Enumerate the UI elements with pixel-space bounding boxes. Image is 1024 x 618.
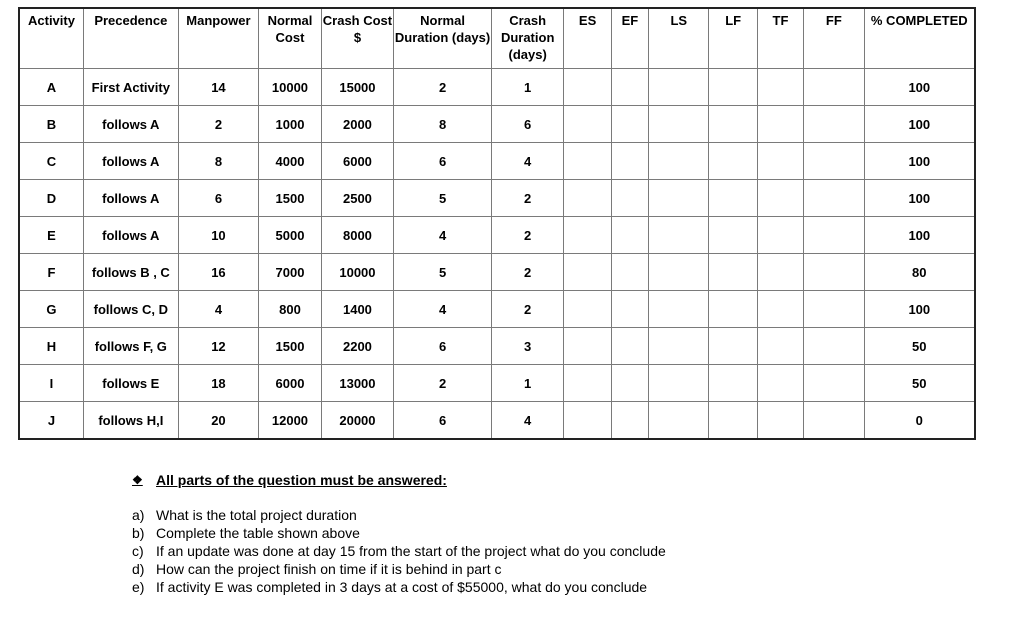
cell-crash-cost: 13000 bbox=[321, 365, 394, 402]
col-header-tf: TF bbox=[757, 8, 803, 69]
cell-activity: D bbox=[19, 180, 83, 217]
col-header-pct-completed: % COMPLETED bbox=[864, 8, 975, 69]
cell-es bbox=[564, 143, 611, 180]
cell-activity: C bbox=[19, 143, 83, 180]
cell-manpower: 14 bbox=[178, 69, 259, 106]
cell-ff bbox=[804, 402, 864, 440]
cell-ef bbox=[611, 402, 648, 440]
table-row bbox=[19, 69, 975, 106]
cell-lf bbox=[709, 365, 757, 402]
cell-tf bbox=[757, 143, 803, 180]
cell-crash-duration: 1 bbox=[491, 69, 564, 106]
cell-normal-duration: 6 bbox=[394, 328, 492, 365]
cell-pct: 100 bbox=[864, 291, 975, 328]
table-row bbox=[19, 180, 975, 217]
cell-crash-duration: 4 bbox=[491, 143, 564, 180]
cell-pct: 100 bbox=[864, 217, 975, 254]
cell-normal-duration: 5 bbox=[394, 254, 492, 291]
cell-normal-cost: 7000 bbox=[259, 254, 321, 291]
cell-precedence: follows E bbox=[83, 365, 178, 402]
cell-precedence: follows C, D bbox=[83, 291, 178, 328]
cell-es bbox=[564, 328, 611, 365]
cell-crash-cost: 15000 bbox=[321, 69, 394, 106]
cell-crash-duration: 2 bbox=[491, 180, 564, 217]
cell-precedence: follows A bbox=[83, 217, 178, 254]
cell-ff bbox=[804, 328, 864, 365]
cell-lf bbox=[709, 180, 757, 217]
cell-pct: 100 bbox=[864, 180, 975, 217]
cell-activity: J bbox=[19, 402, 83, 440]
cell-crash-duration: 1 bbox=[491, 365, 564, 402]
cell-lf bbox=[709, 69, 757, 106]
cell-ls bbox=[649, 328, 709, 365]
cell-normal-cost: 10000 bbox=[259, 69, 321, 106]
cell-crash-cost: 6000 bbox=[321, 143, 394, 180]
cell-es bbox=[564, 402, 611, 440]
table-row bbox=[19, 254, 975, 291]
cell-manpower: 6 bbox=[178, 180, 259, 217]
cell-ls bbox=[649, 254, 709, 291]
cell-ef bbox=[611, 291, 648, 328]
cell-tf bbox=[757, 180, 803, 217]
cell-ff bbox=[804, 143, 864, 180]
cell-crash-cost: 2200 bbox=[321, 328, 394, 365]
cell-manpower: 20 bbox=[178, 402, 259, 440]
cell-activity: G bbox=[19, 291, 83, 328]
cell-pct: 80 bbox=[864, 254, 975, 291]
question-item: b) Complete the table shown above bbox=[132, 525, 360, 541]
cell-activity: H bbox=[19, 328, 83, 365]
col-header-activity: Activity bbox=[19, 8, 83, 69]
cell-tf bbox=[757, 217, 803, 254]
cell-es bbox=[564, 106, 611, 143]
cell-ef bbox=[611, 143, 648, 180]
cell-pct: 50 bbox=[864, 328, 975, 365]
cell-normal-cost: 4000 bbox=[259, 143, 321, 180]
cell-es bbox=[564, 217, 611, 254]
col-header-ls: LS bbox=[649, 8, 709, 69]
cell-ef bbox=[611, 180, 648, 217]
cell-ef bbox=[611, 217, 648, 254]
question-item: d) How can the project finish on time if it is behind in part c bbox=[132, 561, 502, 577]
cell-precedence: follows B , C bbox=[83, 254, 178, 291]
col-header-normal-duration: Normal Duration (days) bbox=[394, 8, 492, 69]
cell-normal-duration: 6 bbox=[394, 143, 492, 180]
table-row bbox=[19, 328, 975, 365]
cell-normal-duration: 5 bbox=[394, 180, 492, 217]
cell-normal-cost: 1500 bbox=[259, 180, 321, 217]
col-header-precedence: Precedence bbox=[83, 8, 178, 69]
cell-ls bbox=[649, 291, 709, 328]
cell-ls bbox=[649, 143, 709, 180]
header-row bbox=[19, 8, 975, 69]
cell-ls bbox=[649, 365, 709, 402]
cell-normal-cost: 800 bbox=[259, 291, 321, 328]
col-header-ef: EF bbox=[611, 8, 648, 69]
cell-precedence: follows A bbox=[83, 106, 178, 143]
cell-ef bbox=[611, 106, 648, 143]
cell-ef bbox=[611, 254, 648, 291]
cell-ff bbox=[804, 291, 864, 328]
questions-list bbox=[132, 506, 732, 596]
col-header-lf: LF bbox=[709, 8, 757, 69]
cell-ff bbox=[804, 180, 864, 217]
cell-precedence: follows H,I bbox=[83, 402, 178, 440]
cell-normal-cost: 1500 bbox=[259, 328, 321, 365]
cell-pct: 0 bbox=[864, 402, 975, 440]
cell-activity: I bbox=[19, 365, 83, 402]
cell-ef bbox=[611, 365, 648, 402]
cell-tf bbox=[757, 328, 803, 365]
cell-lf bbox=[709, 328, 757, 365]
table-row bbox=[19, 291, 975, 328]
cell-tf bbox=[757, 254, 803, 291]
cell-normal-cost: 12000 bbox=[259, 402, 321, 440]
cell-es bbox=[564, 291, 611, 328]
activity-table bbox=[18, 7, 976, 440]
questions-block bbox=[132, 472, 732, 596]
cell-normal-duration: 4 bbox=[394, 217, 492, 254]
cell-normal-cost: 6000 bbox=[259, 365, 321, 402]
cell-pct: 100 bbox=[864, 69, 975, 106]
cell-normal-duration: 6 bbox=[394, 402, 492, 440]
cell-es bbox=[564, 180, 611, 217]
cell-manpower: 2 bbox=[178, 106, 259, 143]
question-item: e) If activity E was completed in 3 days at a cost of $55000, what do you conclude bbox=[132, 579, 648, 595]
cell-ef bbox=[611, 69, 648, 106]
col-header-ff: FF bbox=[804, 8, 864, 69]
cell-tf bbox=[757, 402, 803, 440]
cell-manpower: 18 bbox=[178, 365, 259, 402]
cell-es bbox=[564, 365, 611, 402]
cell-crash-duration: 2 bbox=[491, 291, 564, 328]
cell-ff bbox=[804, 69, 864, 106]
cell-manpower: 12 bbox=[178, 328, 259, 365]
cell-precedence: follows F, G bbox=[83, 328, 178, 365]
cell-ef bbox=[611, 328, 648, 365]
cell-ff bbox=[804, 365, 864, 402]
cell-normal-cost: 1000 bbox=[259, 106, 321, 143]
cell-precedence: follows A bbox=[83, 180, 178, 217]
table-row bbox=[19, 217, 975, 254]
cell-crash-duration: 2 bbox=[491, 217, 564, 254]
cell-lf bbox=[709, 143, 757, 180]
cell-crash-duration: 6 bbox=[491, 106, 564, 143]
cell-ls bbox=[649, 180, 709, 217]
col-header-crash-duration: Crash Duration (days) bbox=[491, 8, 564, 69]
cell-crash-duration: 3 bbox=[491, 328, 564, 365]
question-item: a) What is the total project duration bbox=[132, 507, 357, 523]
cell-pct: 100 bbox=[864, 106, 975, 143]
cell-crash-cost: 8000 bbox=[321, 217, 394, 254]
question-item: c) If an update was done at day 15 from the start of the project what do you conclude bbox=[132, 543, 666, 559]
col-header-es: ES bbox=[564, 8, 611, 69]
questions-heading-text: All parts of the question must be answered: bbox=[156, 472, 447, 488]
cell-ff bbox=[804, 254, 864, 291]
cell-normal-cost: 5000 bbox=[259, 217, 321, 254]
cell-activity: A bbox=[19, 69, 83, 106]
cell-ls bbox=[649, 217, 709, 254]
cell-crash-cost: 2000 bbox=[321, 106, 394, 143]
cell-ff bbox=[804, 217, 864, 254]
cell-es bbox=[564, 254, 611, 291]
cell-es bbox=[564, 69, 611, 106]
cell-normal-duration: 8 bbox=[394, 106, 492, 143]
table-row bbox=[19, 402, 975, 440]
table-row bbox=[19, 106, 975, 143]
cell-ls bbox=[649, 69, 709, 106]
cell-activity: E bbox=[19, 217, 83, 254]
cell-normal-duration: 2 bbox=[394, 69, 492, 106]
cell-manpower: 8 bbox=[178, 143, 259, 180]
cell-precedence: follows A bbox=[83, 143, 178, 180]
diamond-bullet-icon: ❖ bbox=[132, 473, 143, 487]
cell-manpower: 16 bbox=[178, 254, 259, 291]
cell-crash-cost: 20000 bbox=[321, 402, 394, 440]
col-header-manpower: Manpower bbox=[178, 8, 259, 69]
cell-lf bbox=[709, 291, 757, 328]
cell-lf bbox=[709, 106, 757, 143]
cell-crash-cost: 1400 bbox=[321, 291, 394, 328]
cell-tf bbox=[757, 291, 803, 328]
cell-activity: B bbox=[19, 106, 83, 143]
cell-lf bbox=[709, 217, 757, 254]
cell-tf bbox=[757, 106, 803, 143]
cell-pct: 50 bbox=[864, 365, 975, 402]
table-row bbox=[19, 143, 975, 180]
col-header-crash-cost: Crash Cost $ bbox=[321, 8, 394, 69]
cell-tf bbox=[757, 365, 803, 402]
cell-crash-duration: 4 bbox=[491, 402, 564, 440]
cell-normal-duration: 4 bbox=[394, 291, 492, 328]
col-header-normal-cost: Normal Cost bbox=[259, 8, 321, 69]
questions-heading bbox=[132, 472, 732, 488]
cell-activity: F bbox=[19, 254, 83, 291]
cell-crash-duration: 2 bbox=[491, 254, 564, 291]
cell-manpower: 4 bbox=[178, 291, 259, 328]
cell-crash-cost: 10000 bbox=[321, 254, 394, 291]
cell-normal-duration: 2 bbox=[394, 365, 492, 402]
cell-ls bbox=[649, 106, 709, 143]
cell-precedence: First Activity bbox=[83, 69, 178, 106]
cell-pct: 100 bbox=[864, 143, 975, 180]
cell-ff bbox=[804, 106, 864, 143]
cell-crash-cost: 2500 bbox=[321, 180, 394, 217]
table-row bbox=[19, 365, 975, 402]
cell-manpower: 10 bbox=[178, 217, 259, 254]
cell-lf bbox=[709, 402, 757, 440]
cell-lf bbox=[709, 254, 757, 291]
cell-ls bbox=[649, 402, 709, 440]
cell-tf bbox=[757, 69, 803, 106]
